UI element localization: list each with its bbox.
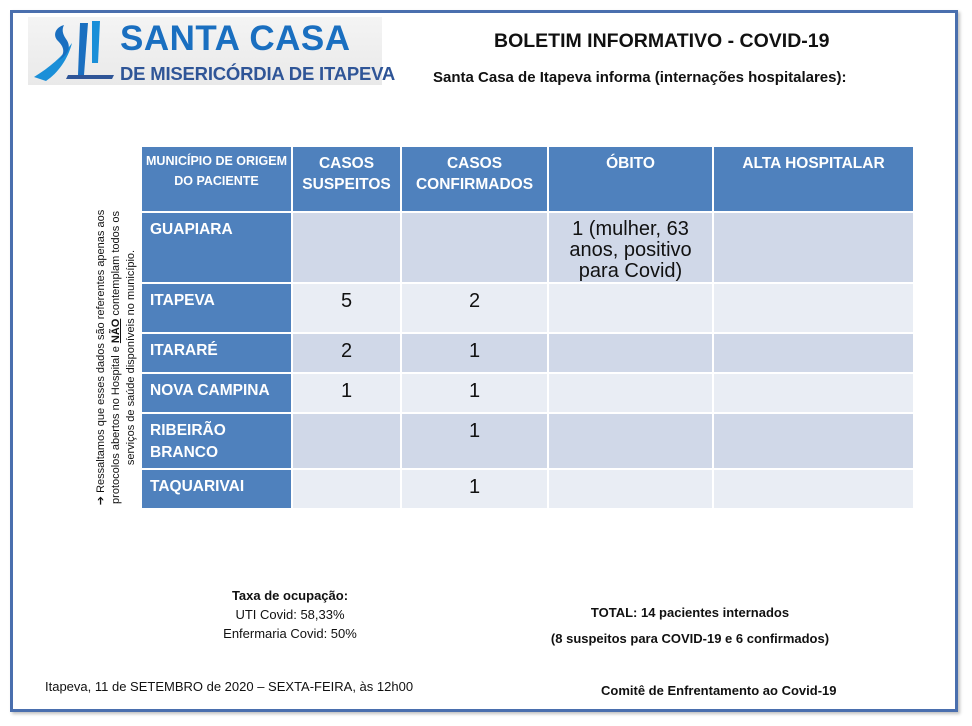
- page-title: BOLETIM INFORMATIVO - COVID-19: [494, 30, 830, 52]
- municipio-cell: ITARARÉ: [141, 333, 292, 373]
- alta-cell: [713, 212, 914, 283]
- total-line: TOTAL: 14 pacientes internados: [590, 605, 790, 620]
- side-note-line2a: protocolos abertos no Hospital e: [110, 343, 122, 504]
- suspeitos-cell: 2: [292, 333, 401, 373]
- total-breakdown: (8 suspeitos para COVID-19 e 6 confirmados): [550, 631, 830, 646]
- side-note-line1: Ressaltamos que esses dados são referentes apenas aos: [95, 209, 107, 493]
- suspeitos-cell: [292, 413, 401, 469]
- suspeitos-cell: [292, 469, 401, 509]
- alta-cell: [713, 283, 914, 333]
- alta-cell: [713, 469, 914, 509]
- logo-subtitle: DE MISERICÓRDIA DE ITAPEVA: [120, 63, 396, 84]
- alta-cell: [713, 413, 914, 469]
- confirmados-cell: 1: [401, 469, 548, 509]
- side-note-text: [94, 190, 139, 525]
- header-suspeitos: CASOS SUSPEITOS: [292, 146, 401, 212]
- confirmados-cell: 2: [401, 283, 548, 333]
- santa-casa-emblem-icon: [28, 17, 120, 85]
- municipio-cell: RIBEIRÃO BRANCO: [141, 413, 292, 469]
- confirmados-cell: [401, 212, 548, 283]
- header-alta: ALTA HOSPITALAR: [713, 146, 914, 212]
- obito-cell: [548, 469, 713, 509]
- suspeitos-cell: 5: [292, 283, 401, 333]
- side-note-nao: NÃO: [110, 318, 122, 344]
- side-note-line2c: contemplam todos os: [110, 211, 122, 319]
- confirmados-cell: 1: [401, 333, 548, 373]
- cases-table: [140, 145, 915, 510]
- occupancy-rate: [195, 586, 385, 643]
- obito-detail: (mulher, 63 anos, positivo para Covid): [569, 218, 692, 282]
- table-row: [141, 333, 914, 373]
- header-municipio: MUNICÍPIO DE ORIGEM DO PACIENTE: [141, 146, 292, 212]
- obito-cell: [548, 333, 713, 373]
- alta-cell: [713, 333, 914, 373]
- page-subtitle: Santa Casa de Itapeva informa (internações hospitalares):: [433, 69, 847, 86]
- alta-cell: [713, 373, 914, 413]
- logo: [28, 17, 396, 85]
- municipio-cell: TAQUARIVAI: [141, 469, 292, 509]
- footer-date: Itapeva, 11 de SETEMBRO de 2020 – SEXTA-FEIRA, às 12h00: [45, 679, 414, 694]
- table-row: [141, 283, 914, 333]
- municipio-cell: GUAPIARA: [141, 212, 292, 283]
- table-row: [141, 373, 914, 413]
- suspeitos-cell: 1: [292, 373, 401, 413]
- municipio-cell: ITAPEVA: [141, 283, 292, 333]
- table-row: [141, 469, 914, 509]
- header-confirmados: CASOS CONFIRMADOS: [401, 146, 548, 212]
- table-row: [141, 413, 914, 469]
- obito-cell: [548, 283, 713, 333]
- municipio-cell: NOVA CAMPINA: [141, 373, 292, 413]
- logo-name: SANTA CASA: [120, 19, 351, 58]
- confirmados-cell: 1: [401, 413, 548, 469]
- total-summary: [540, 600, 840, 652]
- obito-cell: [548, 413, 713, 469]
- obito-count: 1: [572, 218, 584, 240]
- occupancy-uti: UTI Covid: 58,33%: [235, 607, 345, 622]
- suspeitos-cell: [292, 212, 401, 283]
- arrow-icon: ➔: [95, 495, 107, 506]
- table-header-row: [141, 146, 914, 212]
- side-note-line3: serviços de saúde disponíveis no município.: [125, 249, 137, 466]
- obito-cell: [548, 212, 713, 283]
- table-row: [141, 212, 914, 283]
- obito-cell: [548, 373, 713, 413]
- confirmados-cell: 1: [401, 373, 548, 413]
- footer-committee: Comitê de Enfrentamento ao Covid-19: [601, 683, 837, 698]
- occupancy-heading: Taxa de ocupação:: [231, 588, 349, 603]
- side-note: [20, 190, 137, 525]
- header-obito: ÓBITO: [548, 146, 713, 212]
- occupancy-enfermaria: Enfermaria Covid: 50%: [223, 626, 357, 641]
